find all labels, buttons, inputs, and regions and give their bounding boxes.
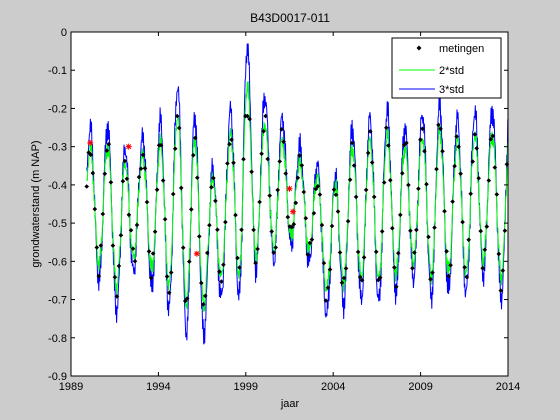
outlier-point xyxy=(126,144,132,150)
y-tick-label: 0 xyxy=(60,27,67,39)
outlier-point xyxy=(287,186,293,192)
y-tick-label: -0.5 xyxy=(48,218,67,231)
x-tick-label: 1999 xyxy=(233,381,259,393)
legend-label-2std: 2*std xyxy=(439,65,465,77)
y-tick-label: -0.2 xyxy=(48,103,67,116)
x-tick-label: 1994 xyxy=(146,381,171,393)
outlier-point xyxy=(290,209,296,215)
y-tick-label: -0.8 xyxy=(48,332,67,345)
y-tick-label: -0.7 xyxy=(48,294,67,307)
x-tick-label: 2009 xyxy=(408,381,433,393)
y-tick-label: -0.4 xyxy=(48,179,67,192)
legend-label-metingen: metingen xyxy=(439,43,485,55)
legend xyxy=(392,38,501,98)
y-tick-label: -0.6 xyxy=(48,256,67,269)
y-tick-label: -0.1 xyxy=(48,65,67,78)
chart-title: B43D0017-011 xyxy=(250,11,330,25)
y-tick-label: -0.9 xyxy=(48,371,67,383)
outlier-point xyxy=(194,251,200,257)
x-tick-label: 2004 xyxy=(320,381,346,393)
x-tick-label: 2014 xyxy=(495,381,521,393)
y-axis-label: grondwaterstand (m NAP) xyxy=(30,140,42,268)
legend-label-3std: 3*std xyxy=(439,84,465,96)
y-tick-label: -0.3 xyxy=(48,141,67,154)
x-axis-label: jaar xyxy=(280,398,300,410)
outlier-point xyxy=(87,140,93,146)
x-tick-label: 1989 xyxy=(58,381,84,393)
